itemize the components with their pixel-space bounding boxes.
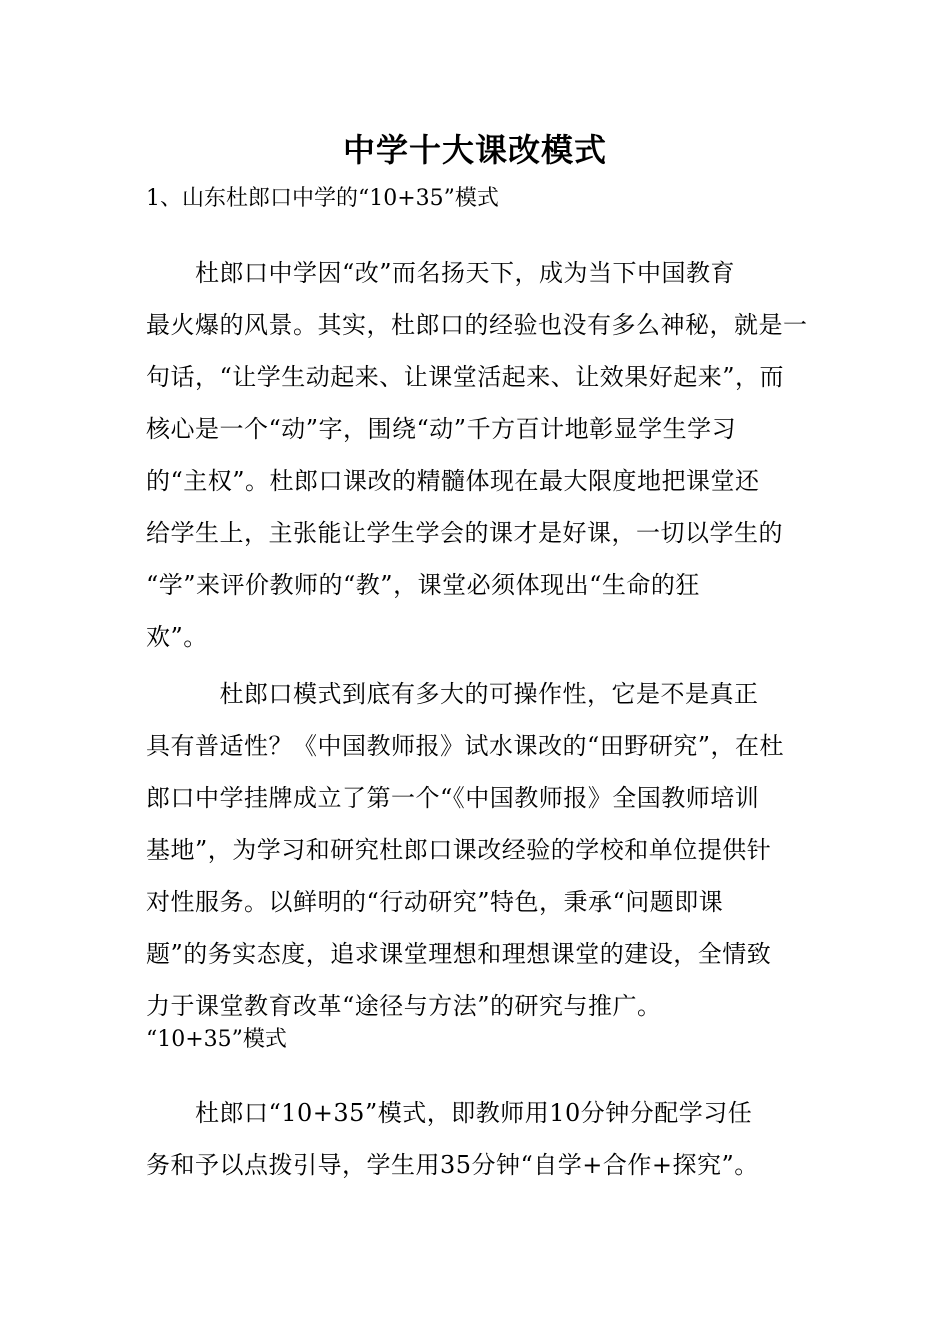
paragraph-line: 对性服务。以鲜明的“行动研究”特色，秉承“问题即课 [146, 888, 724, 916]
paragraph-line: 给学生上，主张能让学生学会的课才是好课，一切以学生的 [146, 519, 783, 547]
paragraph-line: 核心是一个“动”字，围绕“动”千方百计地彰显学生学习 [146, 415, 737, 443]
paragraph-line: 杜郎口模式到底有多大的可操作性，它是不是真正 [146, 680, 759, 708]
paragraph-line: 基地”，为学习和研究杜郎口课改经验的学校和单位提供针 [146, 836, 772, 864]
paragraph-line: 题”的务实态度，追求课堂理想和理想课堂的建设，全情致 [146, 940, 772, 968]
paragraph-line: 力于课堂教育改革“途径与方法”的研究与推广。 [146, 992, 662, 1020]
paragraph-line: 具有普适性？《中国教师报》试水课改的“田野研究”，在杜 [146, 732, 785, 760]
paragraph-line: 杜郎口中学因“改”而名扬天下，成为当下中国教育 [146, 259, 736, 287]
paragraph-2 [146, 668, 810, 1032]
section-heading-2: “10+35”模式 [146, 1027, 287, 1052]
section-heading-1: 1、山东杜郎口中学的“10+35”模式 [146, 186, 499, 211]
paragraph-line: 杜郎口“10+35”模式，即教师用10分钟分配学习任 [146, 1099, 753, 1127]
paragraph-line: 最火爆的风景。其实，杜郎口的经验也没有多么神秘，就是一 [146, 311, 808, 339]
paragraph-line: “学”来评价教师的“教”，课堂必须体现出“生命的狂 [146, 571, 700, 599]
paragraph-1 [146, 247, 810, 663]
paragraph-3 [146, 1087, 810, 1191]
paragraph-line: 务和予以点拨引导，学生用35分钟“自学+合作+探究”。 [146, 1151, 759, 1179]
paragraph-line: 句话，“让学生动起来、让课堂活起来、让效果好起来”，而 [146, 363, 785, 391]
document-title: 中学十大课改模式 [342, 131, 607, 169]
paragraph-line: 的“主权”。杜郎口课改的精髓体现在最大限度地把课堂还 [146, 467, 760, 495]
paragraph-line: 郎口中学挂牌成立了第一个“《中国教师报》全国教师培训 [146, 784, 760, 812]
paragraph-line: 欢”。 [146, 623, 208, 651]
